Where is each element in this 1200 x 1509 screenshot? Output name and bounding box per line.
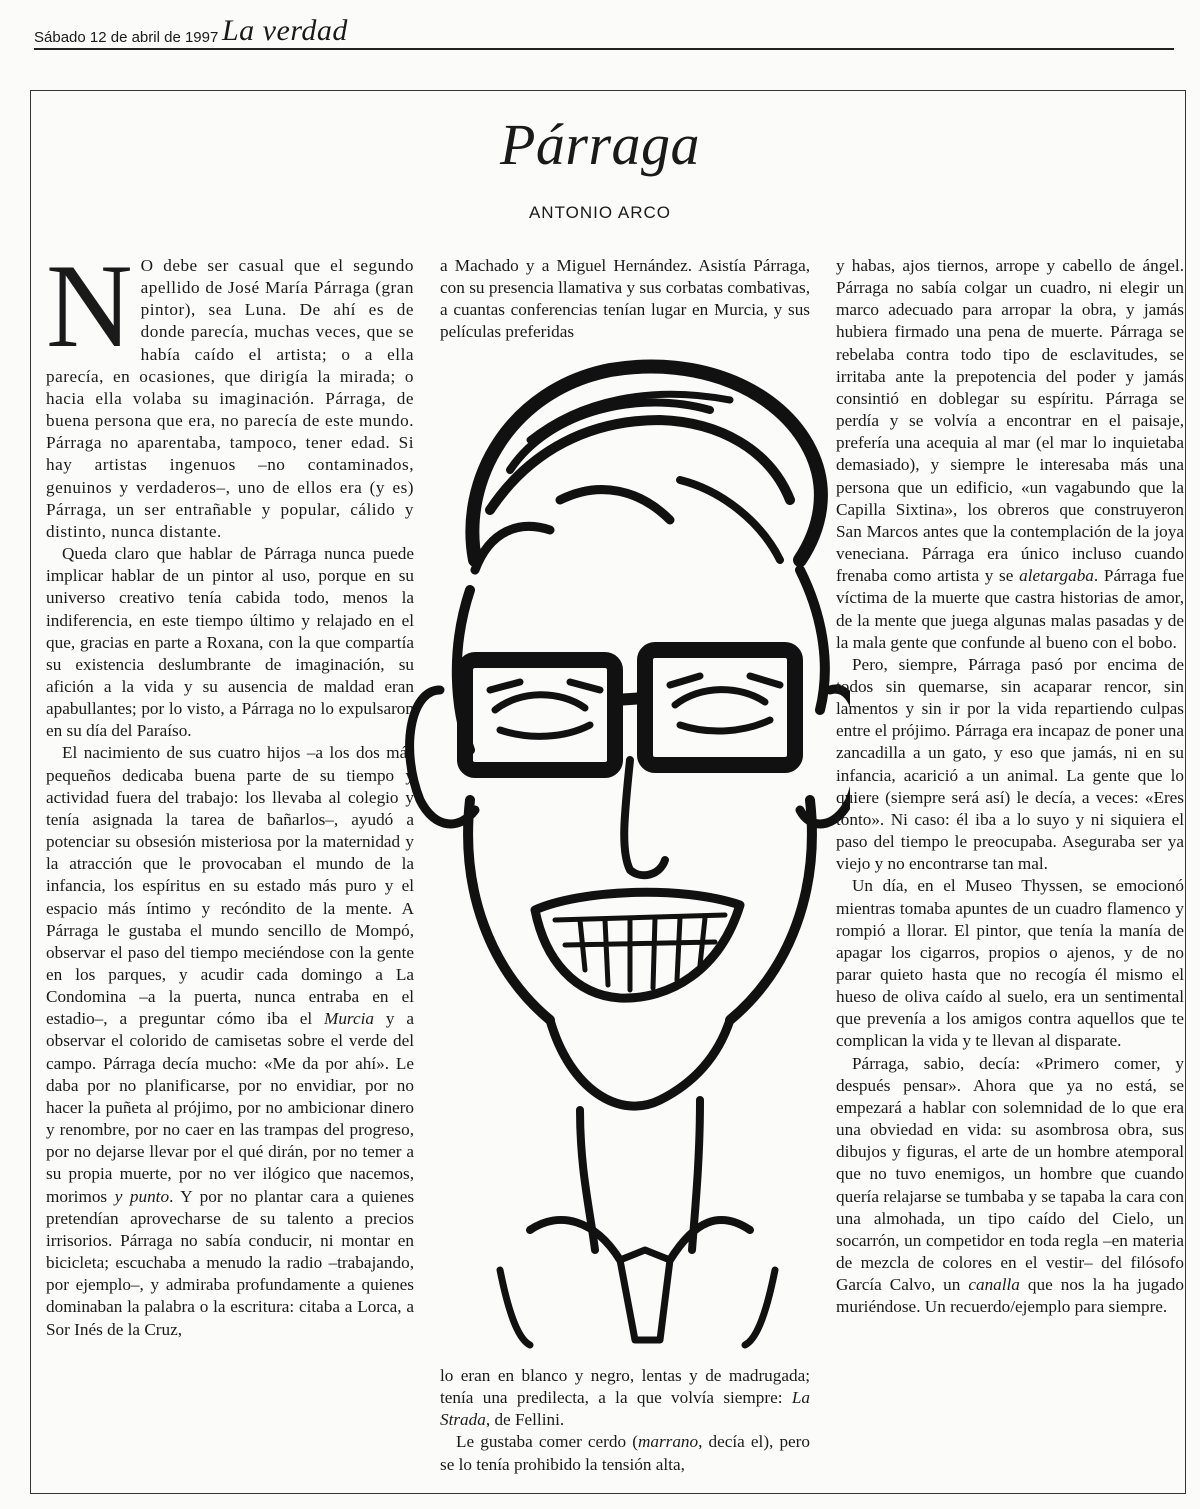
edition-date: Sábado 12 de abril de 1997 bbox=[34, 29, 219, 46]
article-title: Párraga bbox=[499, 112, 701, 177]
paragraph: lo eran en blanco y negro, lentas y de madrugada; tenía una predilecta, a la que volvía siempre: La Strada, de Fellini. bbox=[440, 1366, 810, 1430]
paragraph: Pero, siempre, Párraga pasó por encima de todos sin quemarse, sin acaparar rencor, sin lamentos y sin ir por la vida repartiendo culpas entre el prójimo. Párraga era incapaz de poner una zancadilla a un gato, y eso que jamás, ni en su infancia, acarició a un animal. La gente que lo quiere (siempre será así) le decía, a veces: «Eres tonto». Ni caso: él iba a lo suyo y ni siquiera el paso del tiempo le preocupaba. Aseguraba ser ya viejo y no encontrarse tan mal. bbox=[836, 654, 1184, 874]
column-middle-bottom bbox=[440, 1365, 810, 1476]
column-left bbox=[46, 239, 415, 1341]
drop-cap: N bbox=[46, 239, 133, 372]
paragraph: El nacimiento de sus cuatro hijos –a los dos más pequeños dedicaba buena parte de su tiempo y actividad fuera del trabajo: los llevaba al colegio y tenía asignada la tarea de bañarlos–, ayudó a potenciar su obsesión misteriosa por la maternidad y la atracción que le provocaban el mundo de la infancia, los espíritus en su estado más puro y el espacio más íntimo y recóndito de la mente. A Párraga le gustaba el mundo sencillo de Mompó, observar el paso del tiempo meciéndose con la gente en los parques, y acudir cada domingo a La Condomina –a la puerta, nunca entraba en el estadio–, a preguntar cómo iba el Murcia y a observar el colorido de camisetas sobre el verde del campo. Párraga decía mucho: «Me da por ahí». Le daba por no planificarse, por no envidiar, por no hacer la puñeta al prójimo, por no ambicionar dinero y renombre, por no caer en las trampas del progreso, por no dejarse llevar por el qué dirán, por no temer a su propia muerte, por no ver ilógico que nacemos, morimos y punto. Y por no plantar cara a quienes pretendían aprovecharse de su talento a precios irrisorios. Párraga no sabía conducir, ni montar en bicicleta; escuchaba a menudo la radio –trabajando, por ejemplo–, y admiraba profundamente a quienes dominaban la palabra o la escritura: citaba a Lorca, a Sor Inés de la Cruz, bbox=[46, 743, 415, 1339]
paragraph: a Machado y a Miguel Hernández. Asistía Párraga, con su presencia llamativa y sus corbatas combativas, a cuantas conferencias tenían lugar en Murcia, y sus películas preferidas bbox=[440, 256, 810, 342]
paragraph: N O debe ser casual que el segundo apellido de José María Párraga (gran pintor), sea Luna. De ahí es de donde parecía, muchas veces, que se había caído el artista; o a ella parecía, en ocasiones, que dirigía la mirada; o hacia ella volaba su imaginación. Párraga, de buena persona que era, no parecía de este mundo. Párraga no aparentaba, tampoco, tener edad. Si hay artistas ingenuos –no contaminados, genuinos y verdaderos–, uno de ellos era (y es) Párraga, un ser entrañable y popular, cálido y distinto, nunca distante. bbox=[46, 239, 414, 541]
paragraph: Párraga, sabio, decía: «Primero comer, y después pensar». Ahora que ya no está, se empezará a hablar con solemnidad de lo que era una obviedad en vida: su asombrosa obra, sus dibujos y figuras, el arte de un hombre atemporal que no tuvo enemigos, un hombre que cuando quería relajarse se tumbaba y se tapaba la cara con una almohada, un tipo caído del Cielo, un socarrón, un competidor en toda regla –en materia de mezcla de colores en el vestir– del filósofo García Calvo, un canalla que nos la ha jugado muriéndose. Un recuerdo/ejemplo para siempre. bbox=[836, 1053, 1184, 1317]
column-right bbox=[836, 255, 1184, 1319]
newspaper-name: La verdad bbox=[222, 14, 348, 47]
paragraph: Queda claro que hablar de Párraga nunca puede implicar hablar de un pintor al uso, porque en su universo creativo tenía cabida todo, menos la indiferencia, en este tiempo último y relajado en el que, gracias en parte a Roxana, con la que compartía su existencia deslumbrante de imaginación, su afición a la vida y su ausencia de maldad eran apabullantes; por lo visto, a Párraga no lo expulsaron en su día del Paraíso. bbox=[46, 544, 414, 741]
paragraph: Le gustaba comer cerdo (marrano, decía el), pero se lo tenía prohibido la tensión alta, bbox=[440, 1432, 810, 1474]
caricature-portrait-icon bbox=[380, 330, 850, 1350]
paragraph: Un día, en el Museo Thyssen, se emocionó mientras tomaba apuntes de un cuadro flamenco y rompió a llorar. El pintor, que tenía la manía de apagar los cigarros, propios o ajenos, y de no parar quieto hasta que no recogía él mismo el hueso de oliva caído al suelo, era un sentimental que prevenía a los amigos contra aquellos que te complican la vida y te llevan al disparate. bbox=[836, 876, 1184, 1051]
article-byline: ANTONIO ARCO bbox=[528, 203, 672, 222]
paragraph: y habas, ajos tiernos, arrope y cabello de ángel. Párraga no sabía colgar un cuadro, ni elegir un marco adecuado para arropar la obra, y jamás hubiera firmado una pena de muerte. Párraga se rebelaba contra todo tipo de esclavitudes, se irritaba ante la prepotencia del poder y jamás consintió en doblegar su espíritu. Párraga se perdía y se volvía a encontrar en el paisaje, prefería una acequia al mar (el mar lo inquietaba demasiado), y siempre le interesaba más una persona que un edificio, «un vagabundo que la Capilla Sixtina», los obreros que construyeron San Marcos antes que la contemplación de la joya veneciana. Párraga era único incluso cuando frenaba como artista y se aletargaba. Párraga fue víctima de la muerte que castra historias de amor, de la mente que juega algunas malas pasadas y de la mala gente que confunde al bueno con el bobo. bbox=[836, 256, 1185, 652]
masthead bbox=[34, 14, 1174, 50]
